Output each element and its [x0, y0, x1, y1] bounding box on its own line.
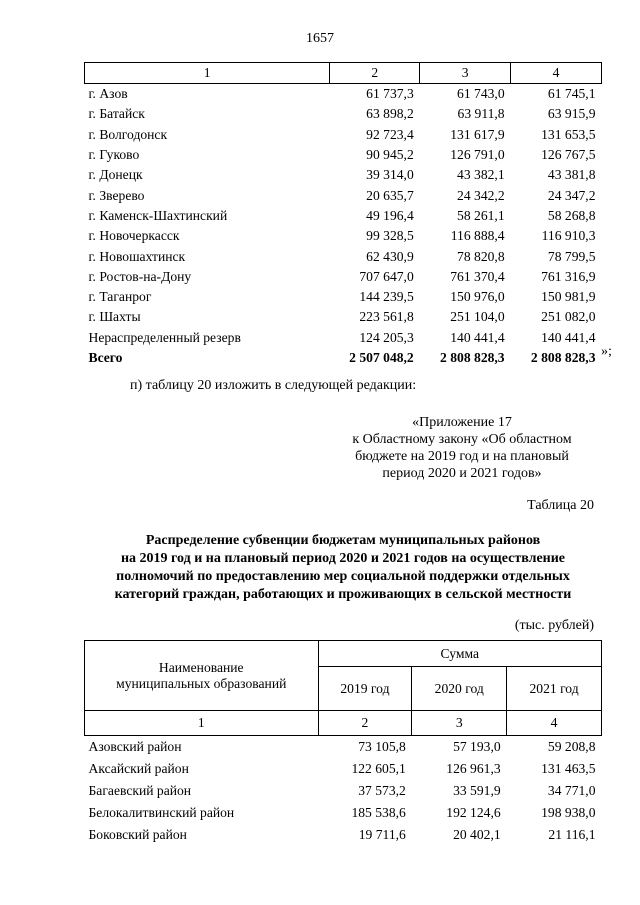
table-row	[85, 824, 602, 846]
column-number: 2	[318, 711, 412, 736]
column-number-row	[85, 63, 602, 84]
table-row	[85, 780, 602, 802]
value-2021-cell: 43 381,8	[547, 167, 596, 183]
value-2019-cell: 185 538,6	[351, 805, 406, 820]
appendix-line: «Приложение 17	[412, 415, 512, 430]
row-name-cell: г. Волгодонск	[88, 126, 168, 142]
total-2019-cell: 2 507 048,2	[349, 350, 414, 365]
table-row	[85, 145, 602, 165]
value-2021-cell: 21 116,1	[548, 827, 596, 842]
value-2020-cell: 140 441,4	[450, 329, 505, 345]
value-2019-cell: 19 711,6	[358, 827, 406, 842]
value-2021-cell: 150 981,9	[541, 289, 596, 305]
heading-line: полномочий по предоставлению мер социальной поддержки отдельных	[116, 569, 570, 584]
closing-quote: »;	[601, 344, 612, 359]
value-2019-cell: 37 573,2	[358, 783, 406, 798]
value-2020-cell: 116 888,4	[450, 228, 505, 244]
appendix-line: период 2020 и 2021 годов»	[382, 466, 542, 481]
value-2019-cell: 92 723,4	[366, 126, 414, 142]
table-row	[85, 307, 602, 327]
column-number: 3	[420, 63, 511, 84]
row-name-cell: г. Каменск-Шахтинский	[88, 207, 228, 223]
heading-line: категорий граждан, работающих и проживающих в сельской местности	[114, 587, 572, 602]
value-2020-cell: 131 617,9	[450, 126, 505, 142]
column-number: 2	[330, 63, 420, 84]
column-header-sum: Сумма	[318, 641, 601, 667]
header-line: Наименование	[158, 659, 244, 675]
table-row	[85, 267, 602, 287]
total-2020-cell: 2 808 828,3	[440, 350, 505, 365]
total-label: Всего	[88, 350, 123, 365]
row-name-cell: г. Шахты	[88, 309, 141, 325]
column-number: 1	[85, 711, 319, 736]
column-number: 1	[85, 63, 330, 84]
value-2020-cell: 78 820,8	[457, 248, 505, 264]
value-2019-cell: 124 205,3	[359, 329, 414, 345]
row-name-cell: Азовский район	[88, 739, 182, 754]
appendix-line: к Областному закону «Об областном	[352, 432, 572, 447]
page-number: 1657	[306, 31, 334, 46]
table-row	[85, 206, 602, 226]
row-name-cell: г. Зверево	[88, 187, 145, 203]
appendix-note	[330, 414, 594, 482]
column-number: 4	[511, 63, 602, 84]
value-2019-cell: 20 635,7	[366, 187, 414, 203]
row-name-cell: г. Батайск	[88, 106, 145, 122]
value-2019-cell: 122 605,1	[351, 761, 406, 776]
value-2020-cell: 24 342,2	[457, 187, 505, 203]
table-row	[85, 736, 602, 759]
row-name-cell: Белокалитвинский район	[88, 805, 235, 820]
value-2020-cell: 126 791,0	[450, 147, 505, 163]
value-2020-cell: 150 976,0	[450, 289, 505, 305]
municipal-distribution-table	[84, 62, 602, 368]
value-2021-cell: 198 938,0	[541, 805, 596, 820]
value-2020-cell: 61 743,0	[457, 86, 505, 102]
value-2019-cell: 63 898,2	[366, 106, 414, 122]
column-header-year: 2019 год	[318, 667, 412, 711]
table-row	[85, 802, 602, 824]
value-2020-cell: 43 382,1	[457, 167, 505, 183]
value-2021-cell: 34 771,0	[547, 783, 596, 798]
column-number: 4	[507, 711, 602, 736]
value-2021-cell: 78 799,5	[547, 248, 596, 264]
row-name-cell: Нераспределенный резерв	[88, 329, 241, 345]
amendment-paragraph: п) таблицу 20 изложить в следующей редакции:	[130, 378, 417, 393]
value-2019-cell: 62 430,9	[366, 248, 414, 264]
value-2019-cell: 99 328,5	[366, 228, 414, 244]
value-2020-cell: 58 261,1	[457, 207, 505, 223]
table-row	[85, 84, 602, 105]
value-2021-cell: 126 767,5	[541, 147, 596, 163]
value-2019-cell: 39 314,0	[366, 167, 414, 183]
row-name-cell: г. Новочеркасск	[88, 228, 180, 244]
header-line: муниципальных образований	[116, 675, 287, 691]
row-name-cell: г. Гуково	[88, 147, 140, 163]
table-heading	[84, 532, 602, 604]
table-label: Таблица 20	[527, 498, 594, 513]
value-2021-cell: 131 653,5	[541, 126, 596, 142]
total-row	[85, 348, 602, 368]
value-2020-cell: 126 961,3	[446, 761, 501, 776]
appendix-line: бюджете на 2019 год и на плановый	[355, 449, 569, 464]
value-2020-cell: 20 402,1	[453, 827, 501, 842]
value-2021-cell: 251 082,0	[541, 309, 596, 325]
units-label: (тыс. рублей)	[514, 618, 594, 633]
table-row	[85, 165, 602, 185]
value-2019-cell: 223 561,8	[359, 309, 414, 325]
table-row	[85, 104, 602, 124]
value-2020-cell: 192 124,6	[446, 805, 501, 820]
column-header-year: 2020 год	[412, 667, 507, 711]
column-header-name	[85, 641, 319, 711]
value-2020-cell: 57 193,0	[453, 739, 501, 754]
value-2021-cell: 58 268,8	[547, 207, 596, 223]
row-name-cell: г. Азов	[88, 86, 128, 102]
table-row	[85, 185, 602, 205]
value-2019-cell: 49 196,4	[366, 207, 414, 223]
row-name-cell: г. Ростов-на-Дону	[88, 268, 192, 284]
row-name-cell: Аксайский район	[88, 761, 189, 776]
value-2020-cell: 761 370,4	[450, 268, 505, 284]
value-2021-cell: 140 441,4	[541, 329, 596, 345]
column-header-year: 2021 год	[507, 667, 602, 711]
row-name-cell: Боковский район	[88, 827, 187, 842]
total-2021-cell: 2 808 828,3	[530, 350, 596, 365]
value-2020-cell: 33 591,9	[453, 783, 501, 798]
table-row	[85, 328, 602, 348]
value-2021-cell: 116 910,3	[541, 228, 596, 244]
row-name-cell: Багаевский район	[88, 783, 192, 798]
value-2021-cell: 63 915,9	[547, 106, 596, 122]
table-row	[85, 287, 602, 307]
column-number: 3	[412, 711, 507, 736]
value-2019-cell: 144 239,5	[359, 289, 414, 305]
table-row	[85, 226, 602, 246]
subvention-table	[84, 640, 602, 846]
value-2019-cell: 90 945,2	[366, 147, 414, 163]
heading-line: на 2019 год и на плановый период 2020 и 2021 годов на осуществление	[120, 551, 566, 566]
heading-line: Распределение субвенции бюджетам муниципальных районов	[145, 533, 541, 548]
value-2020-cell: 63 911,8	[457, 106, 505, 122]
value-2021-cell: 131 463,5	[541, 761, 596, 776]
table-row	[85, 125, 602, 145]
value-2019-cell: 61 737,3	[366, 86, 414, 102]
value-2021-cell: 59 208,8	[547, 739, 596, 754]
value-2019-cell: 73 105,8	[358, 739, 406, 754]
row-name-cell: г. Таганрог	[88, 289, 152, 305]
table-row	[85, 246, 602, 266]
row-name-cell: г. Новошахтинск	[88, 248, 186, 264]
value-2019-cell: 707 647,0	[359, 268, 414, 284]
table-row	[85, 758, 602, 780]
row-name-cell: г. Донецк	[88, 167, 143, 183]
value-2021-cell: 61 745,1	[547, 86, 596, 102]
value-2020-cell: 251 104,0	[450, 309, 505, 325]
value-2021-cell: 24 347,2	[547, 187, 596, 203]
value-2021-cell: 761 316,9	[541, 268, 596, 284]
